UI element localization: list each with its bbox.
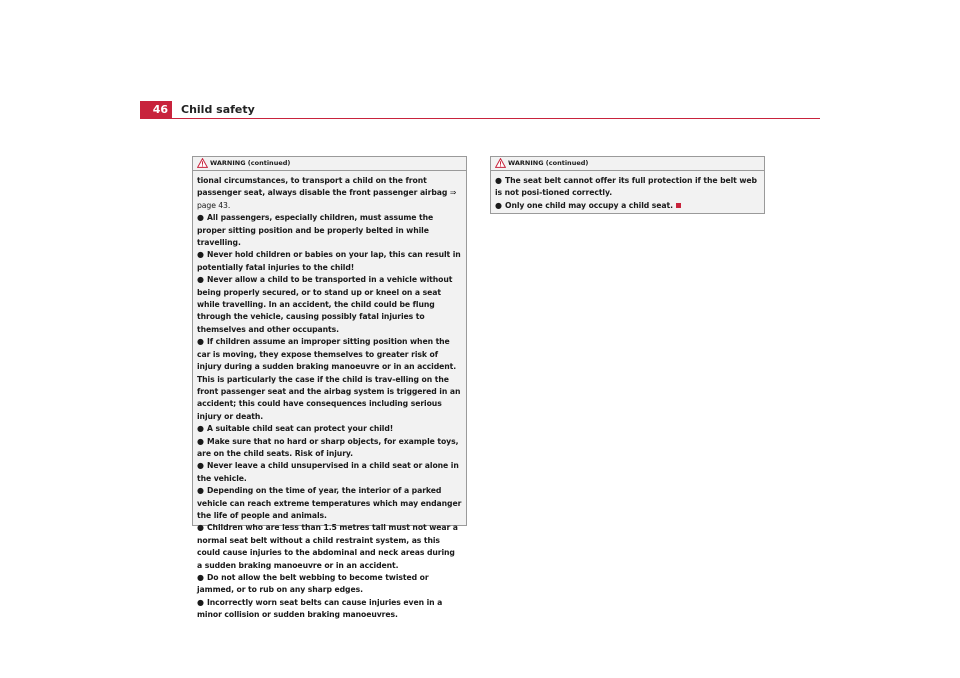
bullet-icon: ● (197, 250, 204, 260)
end-square-icon (676, 203, 681, 208)
list-item: ● All passengers, especially children, must assume the proper sitting position and be properly belted in while travelling. (197, 213, 434, 248)
list-item: ● Incorrectly worn seat belts can cause injuries even in a minor collision or sudden braking manoeuvres. (197, 597, 443, 620)
warning-body (491, 171, 764, 212)
bullet-icon: ● (197, 597, 204, 607)
left-warning-box (192, 156, 467, 620)
bullet-icon: ● (197, 275, 204, 285)
bullet-icon: ● (197, 573, 204, 582)
page-number: 46 (140, 101, 172, 118)
section-title: Child safety (181, 103, 255, 116)
warning-intro: tional circumstances, to transport a child on the front passenger seat, always disable the front passenger airbag ⇒ page 43. (197, 176, 457, 210)
warning-triangle-icon (495, 158, 506, 168)
bullet-icon: ● (197, 461, 204, 471)
warning-title: WARNING (continued) (508, 159, 589, 167)
warning-body (193, 171, 466, 622)
list-item: ● Only one child may occupy a child seat. (495, 200, 760, 212)
list-item: ● Never leave a child unsupervised in a child seat or alone in the vehicle. (197, 461, 459, 483)
warning-header (193, 157, 466, 171)
list-item: ● Do not allow the belt webbing to become twisted or jammed, or to rub on any sharp edges. (197, 573, 429, 595)
bullet-icon: ● (495, 200, 502, 210)
bullet-icon: ● (197, 486, 204, 496)
list-item: ● Never allow a child to be transported in a vehicle without being properly secured, or to stand up or kneel on a seat while travelling. In an accident, the child could be flung through the vehicle, causing possibly fatal injuries to themselves and other occupants. (197, 275, 453, 334)
bullet-icon: ● (197, 424, 204, 434)
bullet-icon: ● (197, 337, 204, 347)
warning-triangle-icon (197, 158, 208, 168)
page-header (140, 101, 820, 119)
list-item: ● Children who are less than 1.5 metres tall must not wear a normal seat belt without a child restraint system, as this could cause injuries to the abdominal and neck areas during a sudden braking manoeuvre or in an accident. (197, 523, 458, 570)
list-item: ● If children assume an improper sitting position when the car is moving, they expose themselves to greater risk of injury during a sudden braking manoeuvre or in an accident. This is particularly the case if the child is trav-elling on the front passenger seat and the airbag system is triggered in an accident; this could have consequences including serious injury or death. (197, 337, 461, 421)
warning-title: WARNING (continued) (210, 159, 291, 167)
list-item: ● Depending on the time of year, the interior of a parked vehicle can reach extreme temperatures which may endanger the life of people and animals. (197, 486, 462, 520)
list-item: ● The seat belt cannot offer its full protection if the belt web is not posi-tioned correctly. (495, 176, 757, 198)
list-item: ● A suitable child seat can protect your child! (197, 423, 462, 435)
bullet-icon: ● (197, 523, 204, 533)
page-reference: ⇒ page 43. (197, 188, 457, 210)
list-item: ● Make sure that no hard or sharp objects, for example toys, are on the child seats. Risk of injury. (197, 436, 459, 458)
warning-header (491, 157, 764, 171)
bullet-icon: ● (197, 213, 204, 223)
bullet-icon: ● (197, 436, 204, 446)
bullet-icon: ● (495, 176, 502, 185)
list-item: ● Never hold children or babies on your lap, this can result in potentially fatal injuries to the child! (197, 250, 461, 272)
right-warning-box (490, 156, 765, 214)
